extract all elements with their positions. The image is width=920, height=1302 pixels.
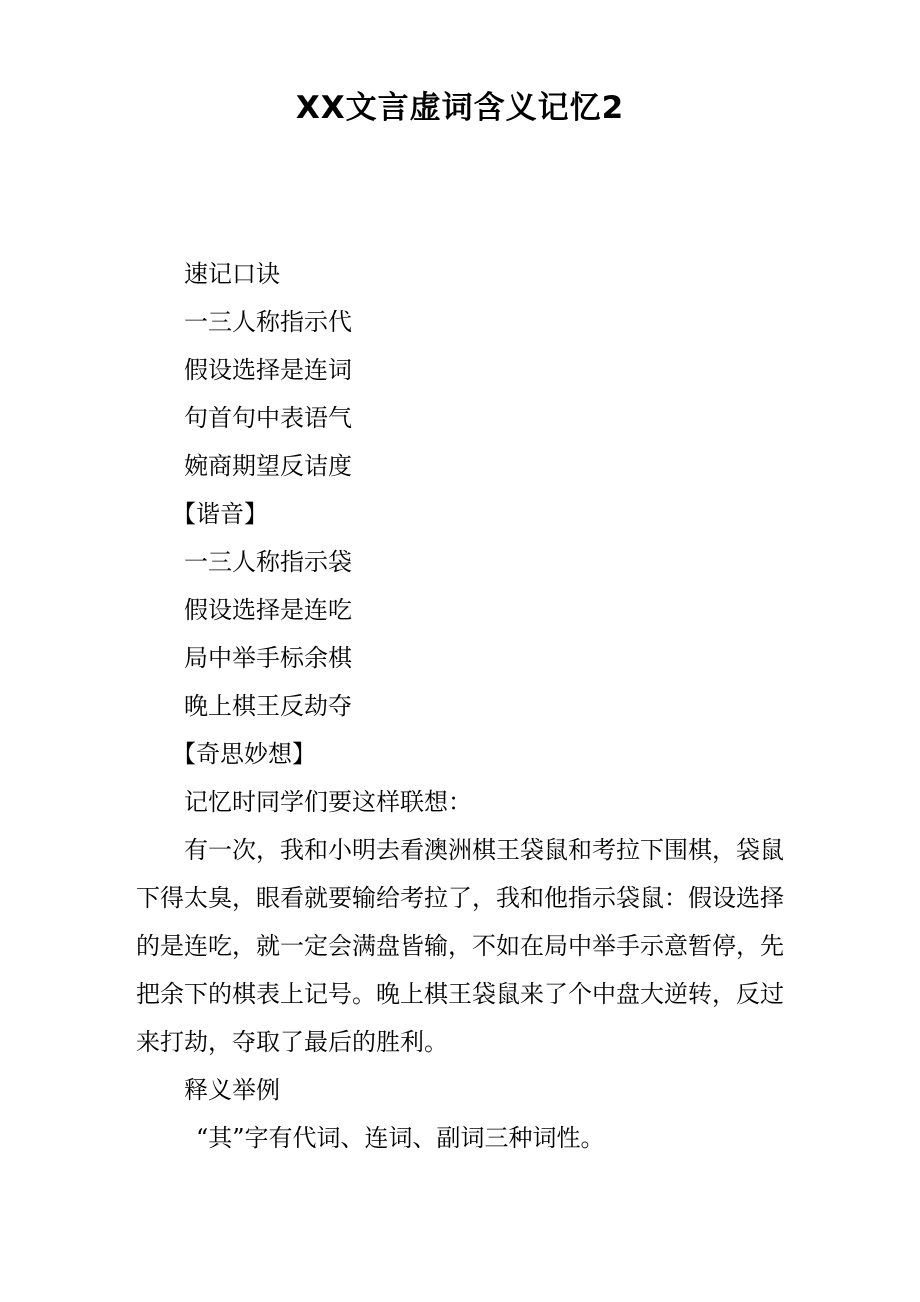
homophone-line-4: 晚上棋王反劫夺 — [184, 692, 352, 720]
document-body — [136, 250, 784, 1162]
mnemonic-line-4: 婉商期望反诘度 — [184, 452, 352, 480]
mnemonic-line-3: 句首句中表语气 — [184, 404, 352, 432]
imagination-heading: 【奇思妙想】 — [172, 740, 316, 768]
document-title: XX文言虚词含义记忆2 — [295, 90, 625, 126]
mnemonic-line-1: 一三人称指示代 — [184, 308, 352, 336]
examples-heading: 释义举例 — [184, 1076, 280, 1104]
homophone-line-1: 一三人称指示袋 — [184, 548, 352, 576]
homophone-line-2: 假设选择是连吃 — [184, 596, 352, 624]
mnemonic-line-2: 假设选择是连词 — [184, 356, 352, 384]
story-paragraph: 有一次，我和小明去看澳洲棋王袋鼠和考拉下围棋，袋鼠下得太臭，眼看就要输给考拉了，我和他指示袋鼠：假设选择的是连吃，就一定会满盘皆输，不如在局中举手示意暂停，先把余下的棋表上记号。晚上棋王袋鼠来了个中盘大逆转，反过来打劫，夺取了最后的胜利。 — [136, 836, 784, 1056]
homophone-heading: 【谐音】 — [172, 500, 268, 528]
mnemonic-heading: 速记口诀 — [184, 260, 280, 288]
example-line: “其”字有代词、连词、副词三种词性。 — [196, 1124, 605, 1152]
homophone-line-3: 局中举手标余棋 — [184, 644, 352, 672]
association-intro: 记忆时同学们要这样联想： — [184, 788, 472, 816]
